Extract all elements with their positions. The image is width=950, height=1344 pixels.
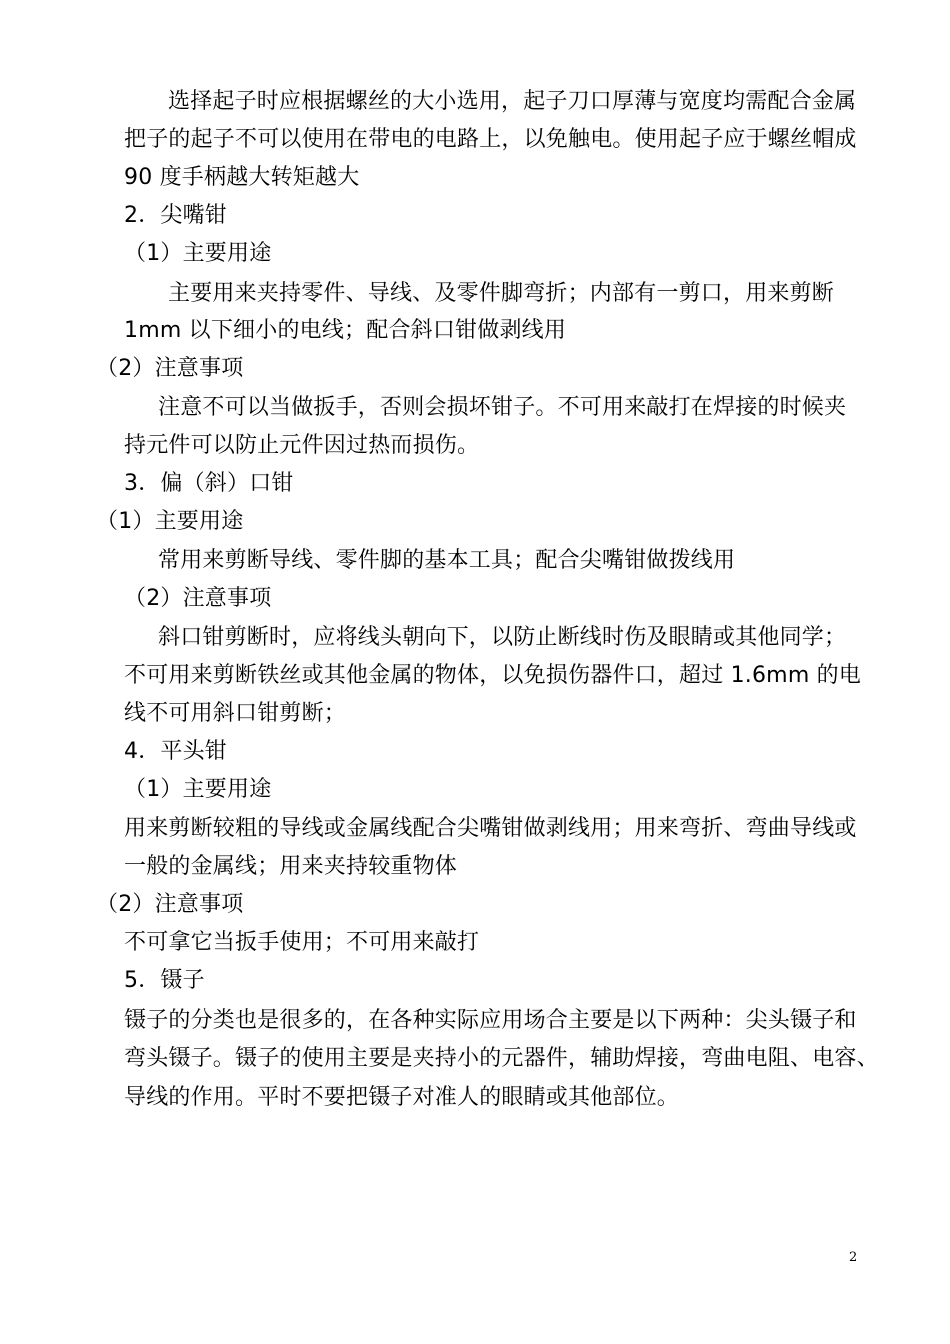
- section-heading: 5．镊子: [124, 968, 205, 993]
- text-line: 选择起子时应根据螺丝的大小选用，起子刀口厚薄与宽度均需配合金属: [168, 89, 857, 114]
- text-line: 持元件可以防止元件因过热而损伤。: [124, 433, 480, 458]
- text-line: 不可拿它当扳手使用；不可用来敲打: [124, 930, 480, 955]
- text-line: 导线的作用。平时不要把镊子对准人的眼睛或其他部位。: [124, 1085, 680, 1110]
- subsection-heading: （2）注意事项: [96, 356, 244, 381]
- section-heading: 4．平头钳: [124, 739, 227, 764]
- text-line: 用来剪断较粗的导线或金属线配合尖嘴钳做剥线用；用来弯折、弯曲导线或: [124, 816, 857, 841]
- section-heading: 3．偏（斜）口钳: [124, 471, 294, 496]
- page-number: 2: [849, 1250, 858, 1265]
- subsection-heading: （1）主要用途: [124, 241, 272, 266]
- text-line: 一般的金属线；用来夹持较重物体: [124, 854, 458, 879]
- text-line: 1mm 以下细小的电线；配合斜口钳做剥线用: [124, 318, 567, 343]
- text-line: 镊子的分类也是很多的，在各种实际应用场合主要是以下两种：尖头镊子和: [124, 1008, 857, 1033]
- text-line: 线不可用斜口钳剪断；: [124, 701, 347, 726]
- section-heading: 2．尖嘴钳: [124, 203, 227, 228]
- text-line: 90 度手柄越大转矩越大: [124, 165, 360, 190]
- subsection-heading: （2）注意事项: [124, 586, 272, 611]
- text-line: 不可用来剪断铁丝或其他金属的物体，以免损伤器件口，超过 1.6mm 的电: [124, 663, 862, 688]
- text-line: 弯头镊子。镊子的使用主要是夹持小的元器件，辅助焊接，弯曲电阻、电容、: [124, 1046, 879, 1071]
- text-line: 主要用来夹持零件、导线、及零件脚弯折；内部有一剪口，用来剪断: [168, 281, 835, 306]
- subsection-heading: （1）主要用途: [124, 777, 272, 802]
- text-line: 常用来剪断导线、零件脚的基本工具；配合尖嘴钳做拨线用: [158, 548, 736, 573]
- text-line: 把子的起子不可以使用在带电的电路上，以免触电。使用起子应于螺丝帽成: [124, 127, 857, 152]
- subsection-heading: （1）主要用途: [96, 509, 244, 534]
- text-line: 注意不可以当做扳手，否则会损坏钳子。不可用来敲打在焊接的时候夹: [158, 395, 847, 420]
- subsection-heading: （2）注意事项: [96, 892, 244, 917]
- text-line: 斜口钳剪断时，应将线头朝向下，以防止断线时伤及眼睛或其他同学；: [158, 625, 847, 650]
